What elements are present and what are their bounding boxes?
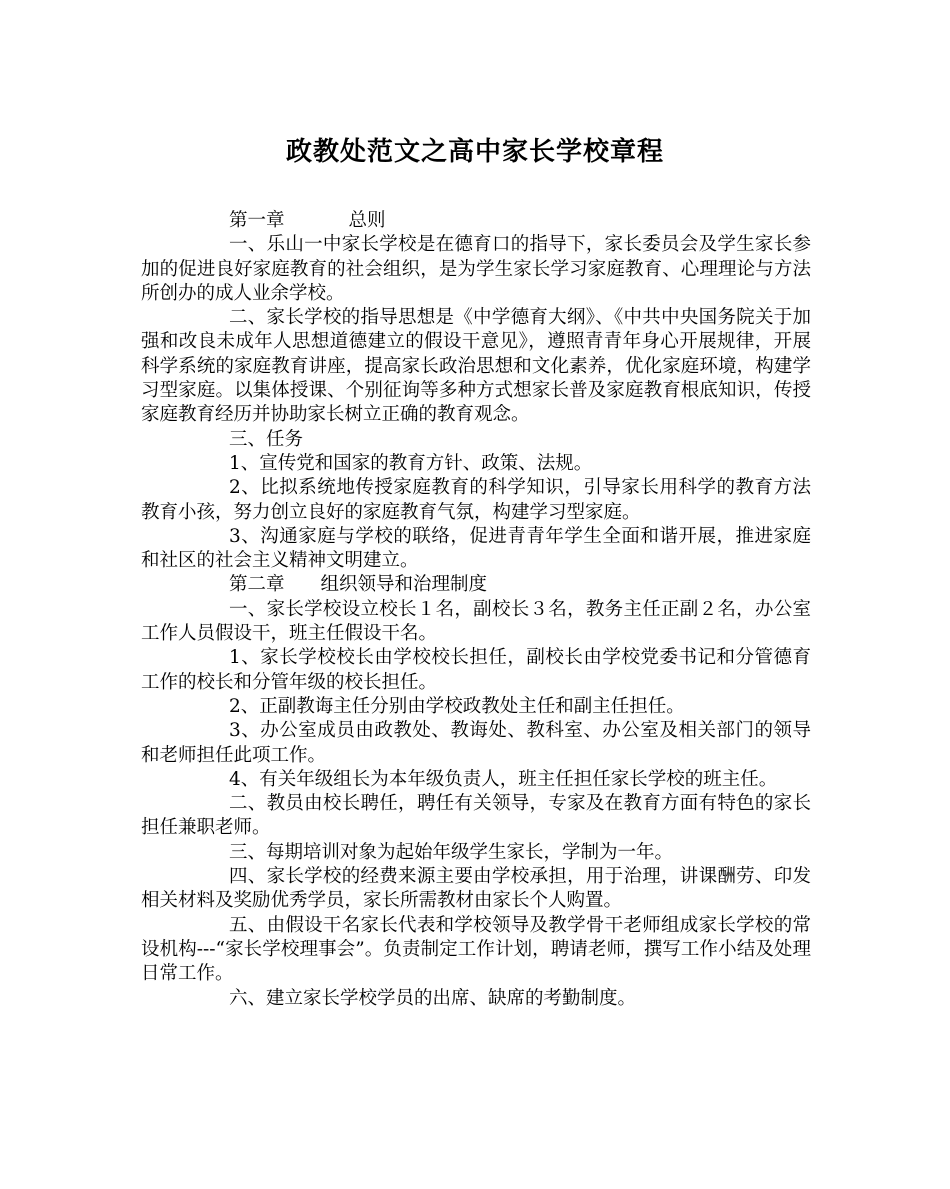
paragraph: 二、教员由校长聘任，聘任有关领导，专家及在教育方面有特色的家长担任兼职老师。 bbox=[141, 793, 811, 839]
paragraph: 五、由假设干名家长代表和学校领导及教学骨干老师组成家长学校的常设机构---“家长学校理事会”。负责制定工作计划，聘请老师，撰写工作小结及处理日常工作。 bbox=[141, 914, 811, 985]
chapter-label: 第二章 bbox=[229, 574, 285, 596]
paragraph: 4、有关年级组长为本年级负责人，班主任担任家长学校的班主任。 bbox=[229, 768, 778, 790]
paragraph: 一、家长学校设立校长１名，副校长３名，教务主任正副２名，办公室工作人员假设干，班主任假设干名。 bbox=[141, 598, 811, 645]
paragraph: 三、任务 bbox=[229, 428, 304, 450]
paragraph: 2、比拟系统地传授家庭教育的科学知识，引导家长用科学的教育方法教育小孩，努力创立良好的家庭教育气氛，构建学习型家庭。 bbox=[141, 477, 811, 523]
chapter-label: 第一章 bbox=[229, 210, 285, 231]
chapter-heading-2 bbox=[141, 573, 811, 597]
paragraph: 二、家长学校的指导思想是《中学德育大纲》、《中共中央国务院关于加强和改良未成年人思想道德建立的假设干意见》，遵照青青年身心开展规律，开展科学系统的家庭教育讲座，提高家长政治思想和文化素养，优化家庭环境，构建学习型家庭。以集体授课、个别征询等多种方式想家长普及家庭教育根底知识，传授家庭教育经历并协助家长树立正确的教育观念。 bbox=[141, 307, 811, 426]
paragraph: 六、建立家长学校学员的出席、缺席的考勤制度。 bbox=[229, 987, 637, 1009]
paragraph: 一、乐山一中家长学校是在德育口的指导下，家长委员会及学生家长参加的促进良好家庭教育的社会组织，是为学生家长学习家庭教育、心理理论与方法所创办的成人业余学校。 bbox=[141, 234, 811, 304]
chapter-heading-1 bbox=[141, 209, 811, 233]
paragraph: 2、正副教诲主任分别由学校政教处主任和副主任担任。 bbox=[229, 695, 685, 717]
document-title: 政教处范文之高中家长学校章程 bbox=[285, 137, 664, 167]
chapter-name: 组织领导和治理制度 bbox=[320, 574, 488, 596]
paragraph: 1、宣传党和国家的教育方针、政策、法规。 bbox=[229, 452, 593, 474]
paragraph: 四、家长学校的经费来源主要由学校承担，用于治理，讲课酬劳、印发相关材料及奖励优秀学员，家长所需教材由家长个人购置。 bbox=[141, 866, 811, 912]
paragraph: 1、家长学校校长由学校校长担任，副校长由学校党委书记和分管德育工作的校长和分管年级的校长担任。 bbox=[141, 647, 811, 693]
chapter-name: 总则 bbox=[348, 210, 386, 231]
document-body bbox=[141, 209, 811, 1011]
paragraph: 3、沟通家庭与学校的联络，促进青青年学生全面和谐开展，推进家庭和社区的社会主义精神文明建立。 bbox=[141, 525, 811, 572]
paragraph: 3、办公室成员由政教处、教诲处、教科室、办公室及相关部门的领导和老师担任此项工作。 bbox=[141, 720, 811, 766]
paragraph: 三、每期培训对象为起始年级学生家长，学制为一年。 bbox=[229, 841, 674, 863]
